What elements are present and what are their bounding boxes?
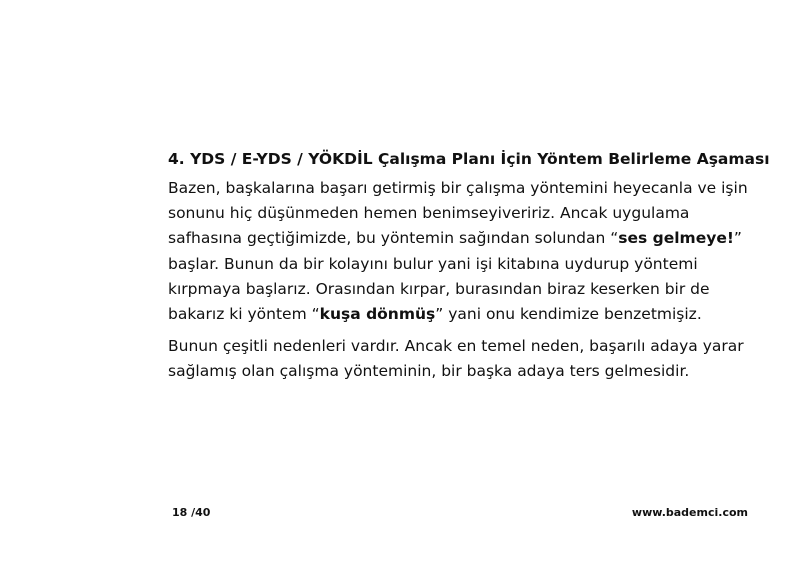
paragraph-1-line-1: Bazen, başkalarına başarı getirmiş bir çalışma yöntemini heyecanla ve işin (168, 179, 748, 197)
bold-phrase-ses-gelmeye: ses gelmeye! (618, 229, 734, 248)
paragraph-1-line-3 (168, 226, 758, 251)
line-6-text-end: ” yani onu kendimize benzetmişiz. (435, 305, 702, 324)
paragraph-2 (168, 334, 758, 384)
paragraph-1-line-5: kırpmaya başlarız. Orasından kırpar, burasından biraz keserken bir de (168, 279, 710, 298)
section-heading: 4. YDS / E-YDS / YÖKDİL Çalışma Planı İçin Yöntem Belirleme Aşaması (168, 150, 770, 168)
footer-url: www.bademci.com (631, 506, 748, 519)
paragraph-2-line-2: sağlamış olan çalışma yönteminin, bir başka adaya ters gelmesidir. (168, 362, 690, 381)
line-6-text: bakarız ki yöntem “ (168, 305, 320, 324)
paragraph-2-line-1: Bunun çeşitli nedenleri vardır. Ancak en temel neden, başarılı adaya yarar (168, 337, 744, 355)
paragraph-1-line-2: sonunu hiç düşünmeden hemen benimseyiveririz. Ancak uygulama (168, 204, 690, 223)
bold-phrase-kusa-donmus: kuşa dönmüş (319, 305, 436, 324)
line-3-text: safhasına geçtiğimizde, bu yöntemin sağından solundan “ (168, 229, 619, 248)
paragraph-1 (168, 176, 758, 327)
line-3-quote-close: ” (733, 229, 742, 248)
paragraph-1-line-6 (168, 302, 758, 327)
paragraph-1-line-4: başlar. Bunun da bir kolayını bulur yani işi kitabına uydurup yöntemi (168, 254, 698, 273)
page-number: 18 /40 (172, 506, 211, 519)
